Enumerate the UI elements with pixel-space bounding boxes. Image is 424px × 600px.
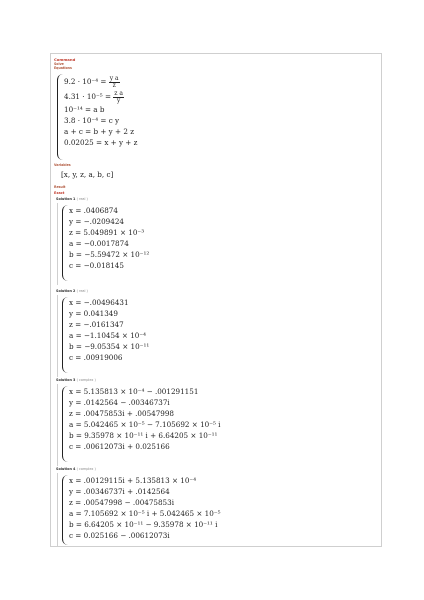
solution-1-line: b = −5.59472 × 10⁻¹² [69, 250, 150, 259]
equation-2-fraction: $\frac{\text{z a}}{y}$ [114, 89, 123, 104]
equations-label: Equations [54, 66, 72, 70]
solution-1-box [57, 203, 378, 285]
solution-2-box [57, 295, 378, 377]
solution-4-header: Solution 4 ( complex ) [56, 467, 96, 471]
equation-5: a + c = b + y + 2 z [64, 127, 134, 136]
equations-brace [57, 74, 63, 160]
solution-4-line: y = .00346737i + .0142564 [69, 487, 170, 496]
solution-2-line: x = −.00496431 [69, 298, 129, 307]
exact-label: Exact [54, 191, 65, 195]
solution-1-line: c = −0.018145 [69, 261, 124, 270]
solution-2-header: Solution 2 ( real ) [56, 289, 88, 293]
solution-2-brace [62, 297, 68, 373]
solution-3-line: c = .00612073i + 0.025166 [69, 442, 170, 451]
equations-block [57, 74, 137, 160]
solution-3-header: Solution 3 ( complex ) [56, 378, 96, 382]
solution-1-brace [62, 205, 68, 281]
solution-3-block [62, 386, 220, 462]
solution-4-line: a = 7.105692 × 10⁻⁵ i + 5.042465 × 10⁻⁵ [69, 509, 221, 518]
equation-4: 3.8 · 10⁻⁴ = c y [64, 116, 120, 125]
solution-1-line: z = 5.049891 × 10⁻³ [69, 228, 145, 237]
solver-panel [50, 53, 382, 547]
solution-1-line: y = −.0209424 [69, 217, 124, 226]
solution-4-box [57, 473, 378, 547]
solution-3-brace [62, 386, 68, 462]
solution-1-line: a = −0.0017874 [69, 239, 129, 248]
solution-3-line: z = .00475853i + .00547998 [69, 409, 175, 418]
equation-2: 4.31 · 10⁻⁵ = $\frac{\text{z a}}{y}$ [64, 89, 123, 104]
solution-4-brace [62, 475, 68, 545]
solution-4-line: b = 6.64205 × 10⁻¹¹ − 9.35978 × 10⁻¹¹ i [69, 520, 218, 529]
solution-2-line: a = −1.10454 × 10⁻⁴ [69, 331, 147, 340]
solution-3-line: x = 5.135813 × 10⁻⁴ − .001291151 [69, 387, 199, 396]
equation-1-fraction: $\frac{\text{y a}}{z}$ [109, 74, 119, 89]
solution-1-block [62, 205, 149, 281]
solution-4-line: x = .00129115i + 5.135813 × 10⁻⁴ [69, 476, 197, 485]
equation-1: 9.2 · 10⁻⁴ = $\frac{\text{y a}}{z}$ [64, 74, 119, 89]
variables-list: [x, y, z, a, b, c] [61, 170, 114, 179]
command-header [54, 57, 75, 70]
solution-3-line: b = 9.35978 × 10⁻¹¹ i + 6.64205 × 10⁻¹¹ [69, 431, 218, 440]
equation-6: 0.02025 = x + y + z [64, 138, 138, 147]
equation-3: 10⁻¹⁴ = a b [64, 105, 105, 114]
solution-4-line: c = 0.025166 − .00612073i [69, 531, 170, 540]
solution-4-line: z = .00547998 − .00475853i [69, 498, 175, 507]
solution-3-line: y = .0142564 − .00346737i [69, 398, 170, 407]
result-label: Result [54, 185, 66, 189]
solution-3-line: a = 5.042465 × 10⁻⁵ − 7.105692 × 10⁻⁵ i [69, 420, 221, 429]
solution-3-box [57, 384, 378, 466]
variables-label: Variables [54, 163, 71, 167]
solution-1-line: x = .0406874 [69, 206, 118, 215]
solution-2-block [62, 297, 149, 373]
command-title: Command [54, 57, 76, 62]
solution-2-line: z = −.0161347 [69, 320, 124, 329]
solution-2-line: b = −9.05354 × 10⁻¹¹ [69, 342, 150, 351]
solution-2-line: c = .00919006 [69, 353, 123, 362]
solution-2-line: y = 0.041349 [69, 309, 118, 318]
solution-4-block [62, 475, 220, 545]
solution-1-header: Solution 1 ( real ) [56, 197, 88, 201]
solve-label: Solve [54, 62, 64, 66]
